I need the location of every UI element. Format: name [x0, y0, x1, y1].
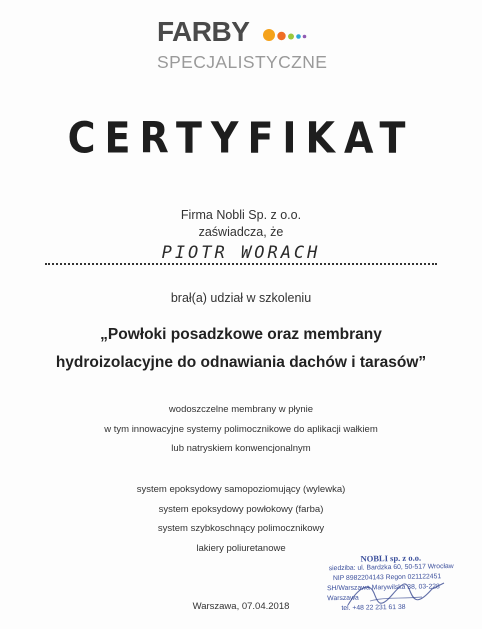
- topic-line-4: system epoksydowy samopoziomujący (wylewka): [136, 484, 346, 495]
- topic-line-2: w tym innowacyjne systemy polimocznikowe do aplikacji wałkiem: [104, 424, 378, 435]
- topic-line-3: lub natryskiem konwencjonalnym: [171, 443, 311, 454]
- participation-line: brał(a) udział w szkoleniu: [170, 291, 312, 305]
- stamp-branch: SH/Warszawa Marywilska 38, 03-228 Warszawa: [327, 583, 440, 603]
- handwritten-signature: [340, 575, 450, 615]
- stamp-company: NOBLI sp. z o.o.: [360, 552, 422, 564]
- name-dotted-line: [45, 263, 437, 265]
- issuer-line: Firma Nobli Sp. z o.o.: [180, 208, 302, 222]
- stamp-ids: NIP 8982204143 Regon 021122451: [332, 573, 442, 583]
- place-date: Warszawa, 07.04.2018: [192, 601, 290, 612]
- course-title-line-2: hydroizolacyjne do odnawiania dachów i tarasów”: [55, 354, 427, 371]
- participant-name: PIOTR WORACH: [161, 243, 321, 263]
- course-title-line-1: „Powłoki posadzkowe oraz membrany: [100, 326, 382, 343]
- logo-dots-icon: [263, 28, 323, 42]
- topic-line-6: system szybkoschnący polimocznikowy: [157, 523, 325, 534]
- logo-brand: FARBY: [157, 16, 250, 47]
- attests-line: zaświadcza, że: [198, 225, 284, 239]
- topic-line-1: wodoszczelne membrany w płynie: [168, 404, 314, 415]
- logo-subtitle: SPECJALISTYCZNE: [157, 52, 328, 72]
- certificate-title: CERTYFIKAT: [67, 113, 415, 163]
- topic-line-7: lakiery poliuretanowe: [196, 543, 286, 554]
- farby-specjalistyczne-logo: [155, 14, 335, 76]
- stamp-address: siedziba: ul. Bardzka 60, 50-517 Wrocław: [328, 563, 454, 573]
- stamp-phone: tel. +48 22 231 61 38: [341, 603, 406, 612]
- topic-line-5: system epoksydowy powłokowy (farba): [158, 504, 324, 515]
